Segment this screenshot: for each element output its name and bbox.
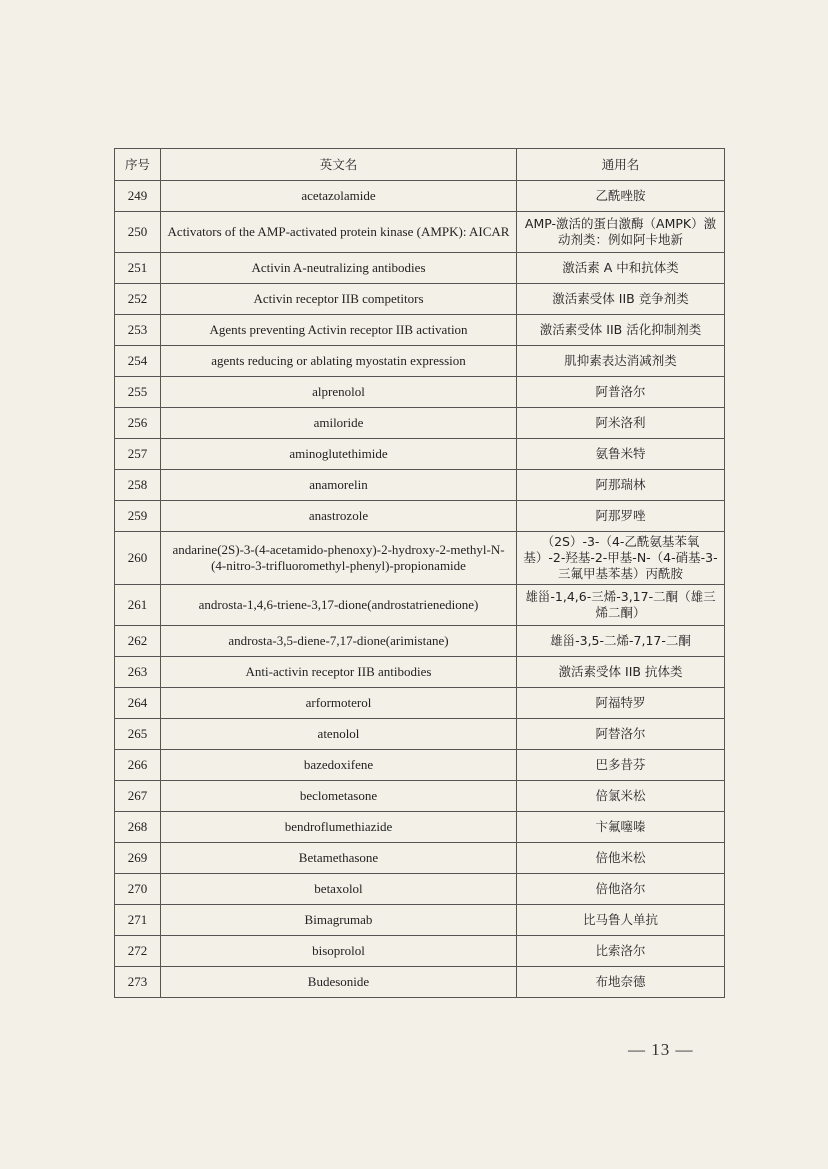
row-common-name: 倍氯米松 (517, 781, 725, 812)
table-row (115, 284, 725, 315)
table-row (115, 212, 725, 253)
table-row (115, 181, 725, 212)
row-number: 260 (115, 532, 161, 585)
table-row (115, 719, 725, 750)
row-english-name: Activators of the AMP-activated protein kinase (AMPK): AICAR (161, 212, 517, 253)
row-english-name: Budesonide (161, 967, 517, 998)
row-english-name: beclometasone (161, 781, 517, 812)
drug-list-table (114, 148, 725, 998)
row-english-name: androsta-3,5-diene-7,17-dione(arimistane) (161, 626, 517, 657)
row-number: 269 (115, 843, 161, 874)
table-body (115, 181, 725, 998)
row-common-name: 卞氟噻嗪 (517, 812, 725, 843)
row-number: 253 (115, 315, 161, 346)
table-row (115, 750, 725, 781)
table-row (115, 626, 725, 657)
table-row (115, 812, 725, 843)
row-common-name: 比马鲁人单抗 (517, 905, 725, 936)
row-number: 262 (115, 626, 161, 657)
row-common-name: 阿普洛尔 (517, 377, 725, 408)
row-common-name: 倍他洛尔 (517, 874, 725, 905)
header-number: 序号 (115, 149, 161, 181)
row-number: 268 (115, 812, 161, 843)
row-number: 270 (115, 874, 161, 905)
row-number: 259 (115, 501, 161, 532)
row-number: 251 (115, 253, 161, 284)
table-row (115, 501, 725, 532)
row-english-name: bisoprolol (161, 936, 517, 967)
row-number: 257 (115, 439, 161, 470)
table-row (115, 439, 725, 470)
table-row (115, 346, 725, 377)
table-row (115, 874, 725, 905)
table-row (115, 781, 725, 812)
row-english-name: bendroflumethiazide (161, 812, 517, 843)
row-english-name: arformoterol (161, 688, 517, 719)
row-english-name: acetazolamide (161, 181, 517, 212)
table-row (115, 315, 725, 346)
row-common-name: 倍他米松 (517, 843, 725, 874)
row-english-name: aminoglutethimide (161, 439, 517, 470)
row-common-name: 乙酰唑胺 (517, 181, 725, 212)
table-row (115, 408, 725, 439)
row-common-name: 肌抑素表达消减剂类 (517, 346, 725, 377)
table-row (115, 470, 725, 501)
row-number: 250 (115, 212, 161, 253)
row-english-name: bazedoxifene (161, 750, 517, 781)
row-common-name: （2S）-3-（4-乙酰氨基苯氧基）-2-羟基-2-甲基-N-（4-硝基-3-三氟甲基苯基）丙酰胺 (517, 532, 725, 585)
table-row (115, 253, 725, 284)
row-common-name: 雄甾-3,5-二烯-7,17-二酮 (517, 626, 725, 657)
row-number: 271 (115, 905, 161, 936)
row-common-name: 阿那罗唑 (517, 501, 725, 532)
row-common-name: 激活素受体 IIB 活化抑制剂类 (517, 315, 725, 346)
row-number: 252 (115, 284, 161, 315)
header-common-name: 通用名 (517, 149, 725, 181)
row-english-name: amiloride (161, 408, 517, 439)
row-number: 256 (115, 408, 161, 439)
table-header-row (115, 149, 725, 181)
table-row (115, 688, 725, 719)
row-english-name: Agents preventing Activin receptor IIB activation (161, 315, 517, 346)
row-english-name: anamorelin (161, 470, 517, 501)
row-number: 267 (115, 781, 161, 812)
row-common-name: 氨鲁米特 (517, 439, 725, 470)
row-number: 258 (115, 470, 161, 501)
row-english-name: Activin receptor IIB competitors (161, 284, 517, 315)
row-english-name: agents reducing or ablating myostatin expression (161, 346, 517, 377)
row-number: 272 (115, 936, 161, 967)
row-number: 249 (115, 181, 161, 212)
row-common-name: 阿替洛尔 (517, 719, 725, 750)
row-english-name: alprenolol (161, 377, 517, 408)
page-number: — 13 — (628, 1040, 694, 1059)
header-english-name: 英文名 (161, 149, 517, 181)
row-english-name: anastrozole (161, 501, 517, 532)
table-row (115, 532, 725, 585)
row-english-name: Betamethasone (161, 843, 517, 874)
row-common-name: 比索洛尔 (517, 936, 725, 967)
row-english-name: atenolol (161, 719, 517, 750)
row-english-name: Bimagrumab (161, 905, 517, 936)
table-row (115, 585, 725, 626)
row-number: 261 (115, 585, 161, 626)
row-english-name: Anti-activin receptor IIB antibodies (161, 657, 517, 688)
row-number: 254 (115, 346, 161, 377)
row-common-name: 布地奈德 (517, 967, 725, 998)
table-row (115, 843, 725, 874)
row-common-name: 阿那瑞林 (517, 470, 725, 501)
row-common-name: 激活素 A 中和抗体类 (517, 253, 725, 284)
row-common-name: 激活素受体 IIB 竞争剂类 (517, 284, 725, 315)
row-number: 264 (115, 688, 161, 719)
row-english-name: Activin A-neutralizing antibodies (161, 253, 517, 284)
row-common-name: AMP-激活的蛋白激酶（AMPK）激动剂类：例如阿卡地新 (517, 212, 725, 253)
row-common-name: 阿米洛利 (517, 408, 725, 439)
row-number: 265 (115, 719, 161, 750)
table-row (115, 967, 725, 998)
table-row (115, 905, 725, 936)
row-english-name: andarine(2S)-3-(4-acetamido-phenoxy)-2-hydroxy-2-methyl-N-(4-nitro-3-trifluoromethyl-phenyl)-propionamide (161, 532, 517, 585)
row-number: 255 (115, 377, 161, 408)
row-common-name: 雄甾-1,4,6-三烯-3,17-二酮（雄三烯二酮） (517, 585, 725, 626)
row-number: 266 (115, 750, 161, 781)
row-common-name: 巴多昔芬 (517, 750, 725, 781)
row-common-name: 激活素受体 IIB 抗体类 (517, 657, 725, 688)
row-number: 263 (115, 657, 161, 688)
row-common-name: 阿福特罗 (517, 688, 725, 719)
row-number: 273 (115, 967, 161, 998)
table-row (115, 657, 725, 688)
table-row (115, 377, 725, 408)
table-row (115, 936, 725, 967)
row-english-name: androsta-1,4,6-triene-3,17-dione(androstatrienedione) (161, 585, 517, 626)
row-english-name: betaxolol (161, 874, 517, 905)
